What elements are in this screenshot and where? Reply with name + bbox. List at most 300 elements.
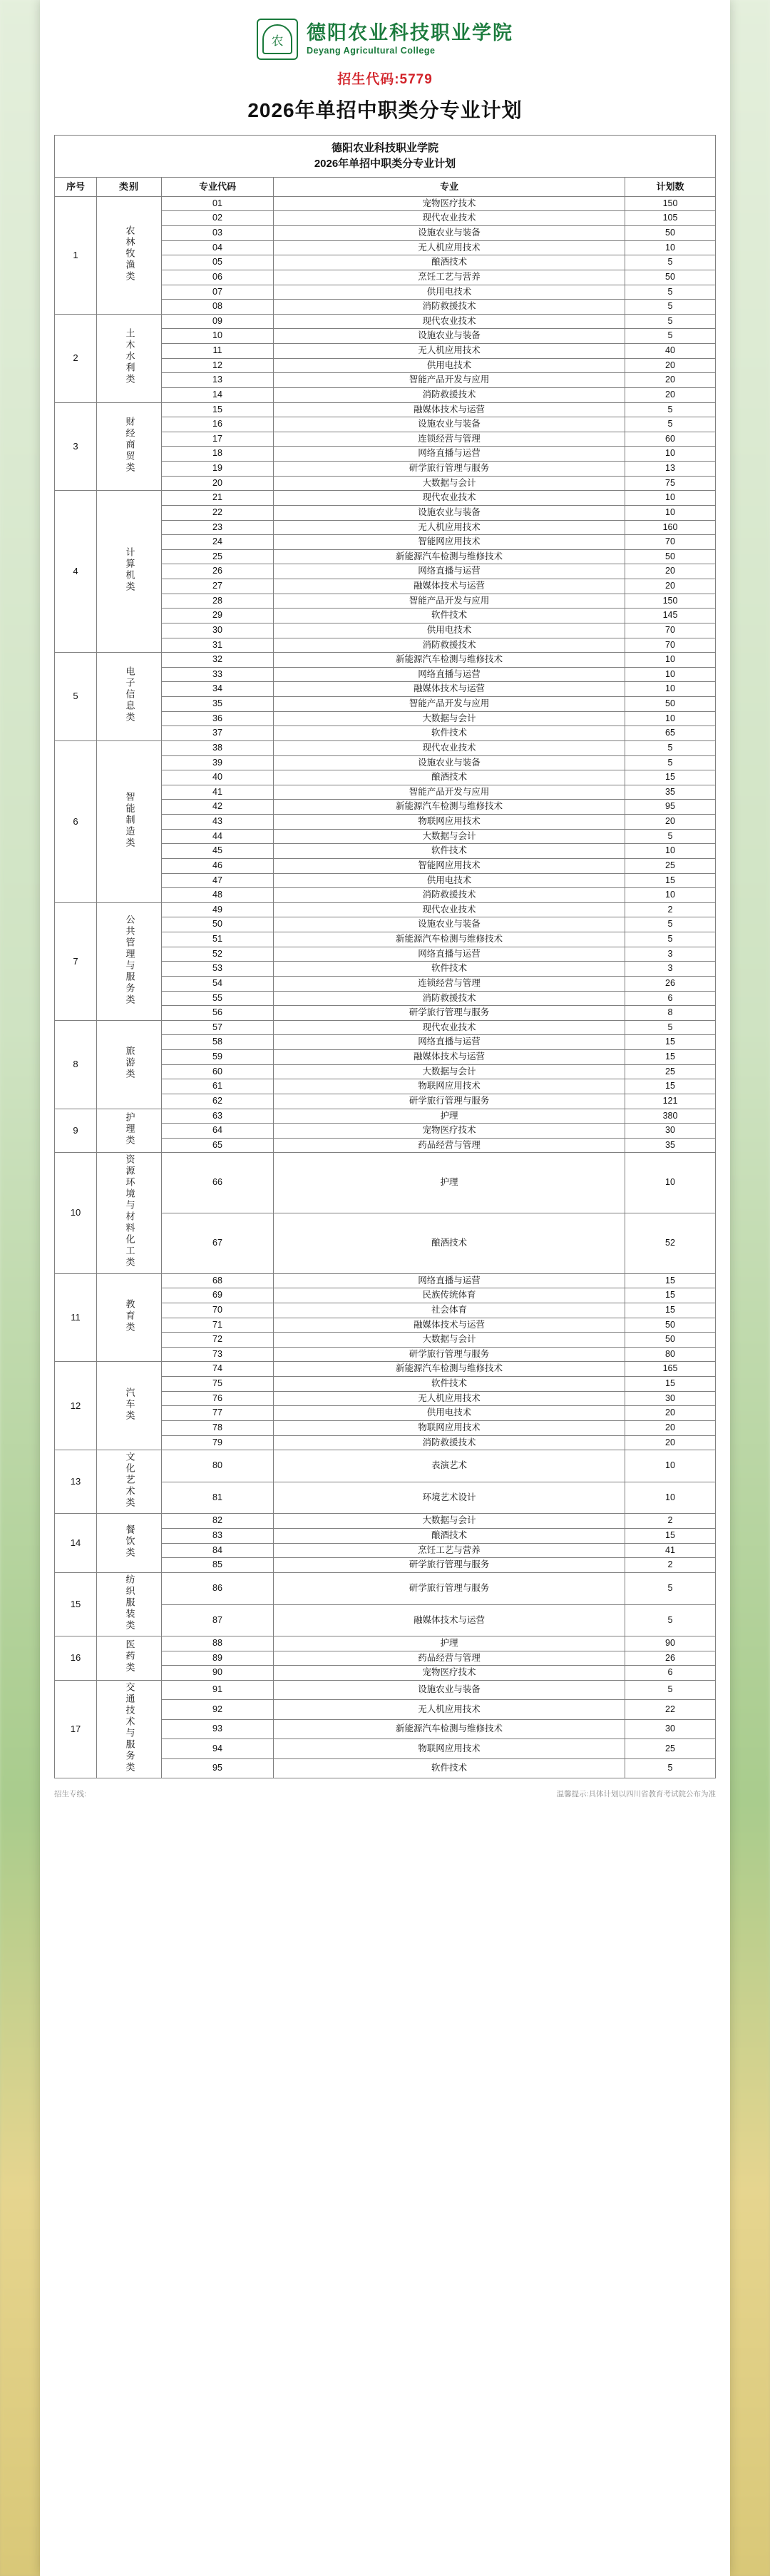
- group-index: 1: [55, 196, 97, 314]
- document-header: [40, 0, 730, 123]
- major-code: 54: [162, 976, 274, 991]
- footer-left: 招生专线:: [54, 1790, 86, 1799]
- major-name: 表演艺术: [274, 1450, 625, 1482]
- plan-count: 95: [625, 800, 716, 815]
- plan-count: 70: [625, 638, 716, 653]
- major-code: 66: [162, 1153, 274, 1213]
- major-name: 新能源汽车检测与维修技术: [274, 1719, 625, 1738]
- major-name: 智能网应用技术: [274, 858, 625, 873]
- table-header-row: [55, 177, 716, 196]
- major-name: 烹饪工艺与营养: [274, 1543, 625, 1558]
- major-name: 设施农业与装备: [274, 505, 625, 520]
- group-category-label: 旅游类: [124, 1046, 135, 1080]
- major-name: 环境艺术设计: [274, 1482, 625, 1514]
- major-name: 现代农业技术: [274, 902, 625, 917]
- plan-count: 50: [625, 270, 716, 285]
- major-name: 烹饪工艺与营养: [274, 270, 625, 285]
- background-right-band: [724, 0, 770, 2576]
- plan-count: 15: [625, 1050, 716, 1065]
- table-row: [55, 1273, 716, 1288]
- group-index: 7: [55, 902, 97, 1020]
- major-code: 35: [162, 697, 274, 712]
- major-code: 86: [162, 1572, 274, 1604]
- plan-count: 41: [625, 1543, 716, 1558]
- major-code: 12: [162, 358, 274, 373]
- major-code: 46: [162, 858, 274, 873]
- group-category-label: 电子信息类: [124, 666, 135, 724]
- plan-count: 10: [625, 888, 716, 903]
- major-name: 宠物医疗技术: [274, 196, 625, 211]
- major-code: 60: [162, 1064, 274, 1079]
- major-code: 80: [162, 1450, 274, 1482]
- group-index: 8: [55, 1020, 97, 1109]
- major-code: 55: [162, 991, 274, 1006]
- major-name: 设施农业与装备: [274, 226, 625, 241]
- major-name: 网络直播与运营: [274, 947, 625, 962]
- plan-count: 75: [625, 476, 716, 491]
- plan-count: 10: [625, 844, 716, 859]
- plan-count: 50: [625, 226, 716, 241]
- major-name: 供用电技术: [274, 1406, 625, 1421]
- plan-count: 5: [625, 1572, 716, 1604]
- group-category: [97, 1514, 162, 1573]
- college-logo-icon: [257, 19, 298, 60]
- major-name: 消防救援技术: [274, 300, 625, 315]
- major-code: 88: [162, 1636, 274, 1651]
- major-code: 51: [162, 932, 274, 947]
- major-name: 新能源汽车检测与维修技术: [274, 653, 625, 668]
- major-code: 85: [162, 1558, 274, 1573]
- group-index: 9: [55, 1109, 97, 1153]
- plan-count: 20: [625, 564, 716, 579]
- major-code: 36: [162, 711, 274, 726]
- major-name: 消防救援技术: [274, 888, 625, 903]
- plan-count: 121: [625, 1094, 716, 1109]
- major-name: 连锁经营与管理: [274, 976, 625, 991]
- table-row: [55, 902, 716, 917]
- major-name: 融媒体技术与运营: [274, 579, 625, 594]
- plan-count: 10: [625, 682, 716, 697]
- major-name: 智能产品开发与应用: [274, 373, 625, 388]
- major-code: 34: [162, 682, 274, 697]
- plan-count: 3: [625, 947, 716, 962]
- group-category: [97, 740, 162, 902]
- major-code: 87: [162, 1604, 274, 1636]
- major-code: 39: [162, 755, 274, 770]
- major-name: 大数据与会计: [274, 1064, 625, 1079]
- plan-count: 150: [625, 196, 716, 211]
- major-name: 设施农业与装备: [274, 1681, 625, 1700]
- group-category-label: 餐饮类: [124, 1524, 135, 1559]
- table-row: [55, 1450, 716, 1482]
- major-code: 44: [162, 829, 274, 844]
- major-code: 70: [162, 1303, 274, 1318]
- plan-count: 145: [625, 609, 716, 623]
- group-category: [97, 1020, 162, 1109]
- major-code: 62: [162, 1094, 274, 1109]
- group-category-label: 财经商贸类: [124, 416, 135, 474]
- major-code: 72: [162, 1333, 274, 1348]
- major-code: 48: [162, 888, 274, 903]
- plan-count: 20: [625, 1435, 716, 1450]
- plan-count: 52: [625, 1213, 716, 1274]
- group-category-label: 护理类: [124, 1111, 135, 1146]
- major-code: 84: [162, 1543, 274, 1558]
- brand-name-cn: 德阳农业科技职业学院: [307, 22, 513, 44]
- major-code: 89: [162, 1651, 274, 1666]
- group-category-label: 汽车类: [124, 1387, 135, 1422]
- plan-count: 15: [625, 873, 716, 888]
- plan-count: 3: [625, 962, 716, 977]
- group-index: 5: [55, 653, 97, 741]
- group-category: [97, 1273, 162, 1362]
- major-name: 融媒体技术与运营: [274, 1318, 625, 1333]
- major-name: 智能产品开发与应用: [274, 785, 625, 800]
- major-name: 连锁经营与管理: [274, 432, 625, 447]
- major-name: 供用电技术: [274, 623, 625, 638]
- major-name: 新能源汽车检测与维修技术: [274, 800, 625, 815]
- major-code: 56: [162, 1006, 274, 1021]
- major-name: 酿酒技术: [274, 1529, 625, 1544]
- major-code: 38: [162, 740, 274, 755]
- group-index: 15: [55, 1572, 97, 1636]
- group-index: 6: [55, 740, 97, 902]
- major-name: 药品经营与管理: [274, 1651, 625, 1666]
- major-code: 21: [162, 491, 274, 506]
- plan-count: 5: [625, 755, 716, 770]
- plan-count: 10: [625, 1450, 716, 1482]
- group-category: [97, 1636, 162, 1681]
- plan-count: 20: [625, 387, 716, 402]
- major-code: 40: [162, 770, 274, 785]
- major-code: 77: [162, 1406, 274, 1421]
- major-name: 无人机应用技术: [274, 1391, 625, 1406]
- major-name: 新能源汽车检测与维修技术: [274, 549, 625, 564]
- major-code: 31: [162, 638, 274, 653]
- plan-count: 150: [625, 594, 716, 609]
- plan-count: 15: [625, 1273, 716, 1288]
- group-category: [97, 1109, 162, 1153]
- major-code: 94: [162, 1739, 274, 1758]
- group-category: [97, 1153, 162, 1273]
- group-category-label: 公共管理与服务类: [124, 914, 135, 1006]
- major-code: 91: [162, 1681, 274, 1700]
- major-name: 宠物医疗技术: [274, 1124, 625, 1139]
- major-code: 29: [162, 609, 274, 623]
- major-name: 新能源汽车检测与维修技术: [274, 1362, 625, 1377]
- plan-count: 10: [625, 667, 716, 682]
- major-name: 物联网应用技术: [274, 1739, 625, 1758]
- major-code: 76: [162, 1391, 274, 1406]
- major-code: 65: [162, 1138, 274, 1153]
- table-row: [55, 402, 716, 417]
- major-code: 74: [162, 1362, 274, 1377]
- plan-count: 10: [625, 1482, 716, 1514]
- major-name: 现代农业技术: [274, 740, 625, 755]
- major-name: 护理: [274, 1153, 625, 1213]
- plan-count: 2: [625, 1558, 716, 1573]
- table-row: [55, 1020, 716, 1035]
- major-name: 药品经营与管理: [274, 1138, 625, 1153]
- major-name: 酿酒技术: [274, 770, 625, 785]
- major-name: 无人机应用技术: [274, 240, 625, 255]
- group-index: 17: [55, 1681, 97, 1778]
- group-category-label: 智能制造类: [124, 791, 135, 849]
- plan-count: 10: [625, 1153, 716, 1213]
- plan-count: 30: [625, 1719, 716, 1738]
- table-title-line2: 2026年单招中职类分专业计划: [314, 157, 456, 170]
- table-title-line1: 德阳农业科技职业学院: [331, 142, 438, 154]
- major-code: 17: [162, 432, 274, 447]
- major-code: 75: [162, 1377, 274, 1392]
- plan-count: 25: [625, 1064, 716, 1079]
- brand-name-en: Deyang Agricultural College: [307, 45, 436, 56]
- major-name: 融媒体技术与运营: [274, 1050, 625, 1065]
- plan-count: 50: [625, 1318, 716, 1333]
- major-code: 45: [162, 844, 274, 859]
- group-index: 11: [55, 1273, 97, 1362]
- major-name: 智能产品开发与应用: [274, 594, 625, 609]
- table-row: [55, 1362, 716, 1377]
- table-row: [55, 1572, 716, 1604]
- plan-count: 30: [625, 1124, 716, 1139]
- major-name: 研学旅行管理与服务: [274, 1006, 625, 1021]
- plan-count: 90: [625, 1636, 716, 1651]
- major-name: 软件技术: [274, 726, 625, 741]
- plan-count: 15: [625, 770, 716, 785]
- column-header-cat: 类别: [97, 177, 162, 196]
- plan-count: 20: [625, 1406, 716, 1421]
- plan-count: 5: [625, 829, 716, 844]
- plan-count: 160: [625, 520, 716, 535]
- major-code: 78: [162, 1420, 274, 1435]
- major-name: 设施农业与装备: [274, 329, 625, 344]
- major-code: 42: [162, 800, 274, 815]
- major-name: 供用电技术: [274, 873, 625, 888]
- plan-count: 5: [625, 285, 716, 300]
- major-code: 33: [162, 667, 274, 682]
- major-code: 22: [162, 505, 274, 520]
- plan-count: 20: [625, 579, 716, 594]
- major-code: 24: [162, 535, 274, 550]
- plan-count: 165: [625, 1362, 716, 1377]
- major-code: 47: [162, 873, 274, 888]
- major-name: 消防救援技术: [274, 638, 625, 653]
- plan-count: 15: [625, 1035, 716, 1050]
- major-code: 68: [162, 1273, 274, 1288]
- major-code: 10: [162, 329, 274, 344]
- plan-count: 30: [625, 1391, 716, 1406]
- major-code: 11: [162, 344, 274, 359]
- group-category-label: 资源环境与材料化工类: [124, 1154, 135, 1269]
- major-code: 95: [162, 1758, 274, 1778]
- plan-count: 26: [625, 976, 716, 991]
- major-name: 消防救援技术: [274, 387, 625, 402]
- table-row: [55, 491, 716, 506]
- group-index: 3: [55, 402, 97, 491]
- group-category: [97, 653, 162, 741]
- major-name: 供用电技术: [274, 358, 625, 373]
- plan-count: 20: [625, 358, 716, 373]
- plan-count: 5: [625, 740, 716, 755]
- plan-count: 70: [625, 623, 716, 638]
- major-name: 智能网应用技术: [274, 535, 625, 550]
- major-code: 92: [162, 1700, 274, 1719]
- group-index: 14: [55, 1514, 97, 1573]
- plan-count: 20: [625, 373, 716, 388]
- table-title-row: [55, 136, 716, 178]
- group-category-label: 农林牧渔类: [124, 225, 135, 282]
- group-category-label: 纺织服装类: [124, 1574, 135, 1631]
- major-name: 护理: [274, 1636, 625, 1651]
- major-code: 69: [162, 1288, 274, 1303]
- plan-count: 15: [625, 1529, 716, 1544]
- major-name: 软件技术: [274, 844, 625, 859]
- major-code: 43: [162, 815, 274, 830]
- major-name: 新能源汽车检测与维修技术: [274, 932, 625, 947]
- plan-count: 80: [625, 1347, 716, 1362]
- plan-count: 50: [625, 697, 716, 712]
- major-name: 大数据与会计: [274, 711, 625, 726]
- major-name: 设施农业与装备: [274, 417, 625, 432]
- plan-count: 5: [625, 1758, 716, 1778]
- major-code: 30: [162, 623, 274, 638]
- major-name: 护理: [274, 1109, 625, 1124]
- footer-right: 温馨提示:具体计划以四川省教育考试院公布为准: [556, 1790, 716, 1799]
- major-name: 大数据与会计: [274, 1333, 625, 1348]
- table-row: [55, 740, 716, 755]
- major-code: 50: [162, 917, 274, 932]
- plan-sheet: [40, 0, 730, 2576]
- group-index: 4: [55, 491, 97, 653]
- plan-count: 2: [625, 1514, 716, 1529]
- major-code: 04: [162, 240, 274, 255]
- document-footer: [54, 1788, 716, 1806]
- major-code: 79: [162, 1435, 274, 1450]
- plan-count: 5: [625, 300, 716, 315]
- major-code: 02: [162, 211, 274, 226]
- plan-count: 5: [625, 932, 716, 947]
- major-name: 软件技术: [274, 1758, 625, 1778]
- major-name: 大数据与会计: [274, 829, 625, 844]
- major-code: 25: [162, 549, 274, 564]
- group-category: [97, 1450, 162, 1514]
- admission-code: 招生代码:5779: [337, 72, 433, 87]
- major-code: 23: [162, 520, 274, 535]
- table-row: [55, 1636, 716, 1651]
- major-code: 26: [162, 564, 274, 579]
- group-category-label: 交通技术与服务类: [124, 1682, 135, 1773]
- major-code: 71: [162, 1318, 274, 1333]
- column-header-major: 专业: [274, 177, 625, 196]
- table-title: [55, 136, 716, 178]
- group-index: 13: [55, 1450, 97, 1514]
- major-code: 59: [162, 1050, 274, 1065]
- major-code: 67: [162, 1213, 274, 1274]
- major-name: 现代农业技术: [274, 314, 625, 329]
- major-name: 物联网应用技术: [274, 1420, 625, 1435]
- plan-count: 15: [625, 1079, 716, 1094]
- table-row: [55, 1153, 716, 1213]
- plan-count: 20: [625, 815, 716, 830]
- page-title: 2026年单招中职类分专业计划: [247, 99, 523, 121]
- logo-glyph: 农: [262, 24, 292, 54]
- major-code: 03: [162, 226, 274, 241]
- major-code: 83: [162, 1529, 274, 1544]
- major-code: 53: [162, 962, 274, 977]
- major-name: 网络直播与运营: [274, 1273, 625, 1288]
- major-code: 41: [162, 785, 274, 800]
- major-name: 物联网应用技术: [274, 815, 625, 830]
- plan-count: 6: [625, 991, 716, 1006]
- major-code: 58: [162, 1035, 274, 1050]
- major-code: 52: [162, 947, 274, 962]
- plan-count: 60: [625, 432, 716, 447]
- major-code: 27: [162, 579, 274, 594]
- brand-logo-row: [40, 19, 730, 60]
- major-name: 消防救援技术: [274, 991, 625, 1006]
- table-row: [55, 1514, 716, 1529]
- major-code: 93: [162, 1719, 274, 1738]
- plan-count: 10: [625, 505, 716, 520]
- plan-count: 10: [625, 653, 716, 668]
- plan-count: 10: [625, 240, 716, 255]
- major-code: 28: [162, 594, 274, 609]
- plan-count: 2: [625, 902, 716, 917]
- major-name: 软件技术: [274, 609, 625, 623]
- major-name: 研学旅行管理与服务: [274, 1094, 625, 1109]
- major-code: 19: [162, 462, 274, 477]
- plan-count: 10: [625, 711, 716, 726]
- major-code: 49: [162, 902, 274, 917]
- major-name: 网络直播与运营: [274, 447, 625, 462]
- plan-count: 15: [625, 1303, 716, 1318]
- plan-table-wrap: [54, 135, 716, 1778]
- plan-count: 26: [625, 1651, 716, 1666]
- group-category-label: 医药类: [124, 1639, 135, 1674]
- major-name: 宠物医疗技术: [274, 1666, 625, 1681]
- major-name: 融媒体技术与运营: [274, 682, 625, 697]
- major-code: 15: [162, 402, 274, 417]
- major-name: 无人机应用技术: [274, 1700, 625, 1719]
- plan-count: 50: [625, 549, 716, 564]
- plan-count: 20: [625, 1420, 716, 1435]
- major-code: 05: [162, 255, 274, 270]
- major-code: 14: [162, 387, 274, 402]
- column-header-no: 序号: [55, 177, 97, 196]
- plan-count: 5: [625, 417, 716, 432]
- major-name: 供用电技术: [274, 285, 625, 300]
- major-code: 90: [162, 1666, 274, 1681]
- major-code: 09: [162, 314, 274, 329]
- plan-count: 5: [625, 329, 716, 344]
- major-name: 大数据与会计: [274, 476, 625, 491]
- plan-count: 5: [625, 1020, 716, 1035]
- major-code: 06: [162, 270, 274, 285]
- major-code: 20: [162, 476, 274, 491]
- major-name: 融媒体技术与运营: [274, 1604, 625, 1636]
- major-name: 研学旅行管理与服务: [274, 462, 625, 477]
- plan-count: 8: [625, 1006, 716, 1021]
- group-category: [97, 196, 162, 314]
- major-name: 设施农业与装备: [274, 917, 625, 932]
- plan-count: 5: [625, 1681, 716, 1700]
- major-code: 32: [162, 653, 274, 668]
- major-name: 研学旅行管理与服务: [274, 1347, 625, 1362]
- major-code: 13: [162, 373, 274, 388]
- major-name: 网络直播与运营: [274, 564, 625, 579]
- major-name: 无人机应用技术: [274, 344, 625, 359]
